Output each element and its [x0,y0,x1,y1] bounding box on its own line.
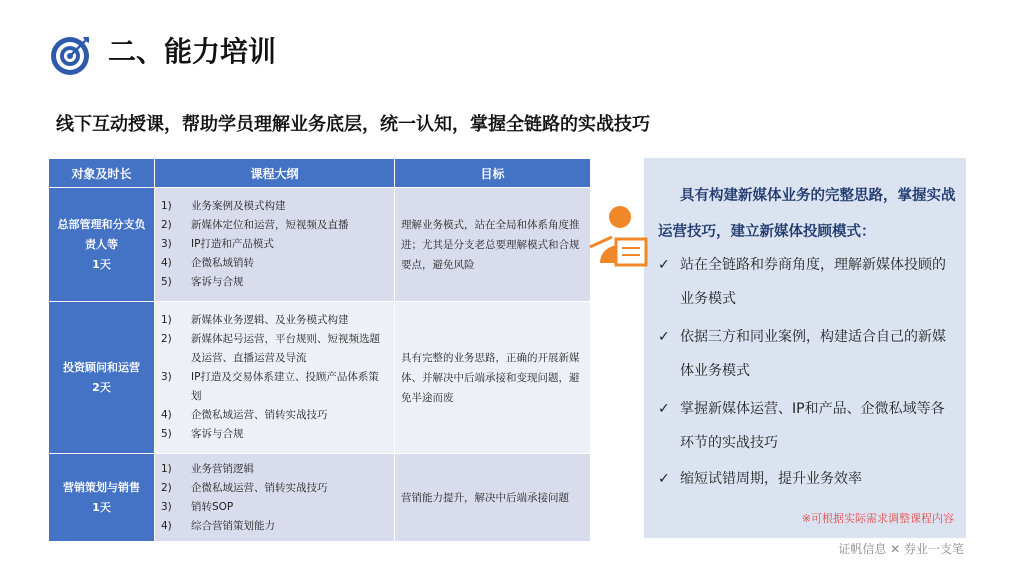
check-icon: ✓ [658,257,670,273]
item-number: 3) [161,500,172,513]
panel-bullet [658,462,958,496]
outline-item [161,460,388,479]
table-header-row [49,159,591,188]
outline-item [161,368,388,406]
item-number: 4) [161,519,172,532]
object-cell [49,454,155,542]
object-cell [49,188,155,302]
item-text: IP打造及交易体系建立、投顾产品体系策划 [191,371,379,402]
item-number: 3) [161,371,172,383]
item-number: 1) [161,462,172,475]
item-text: 企微私域运营、销转实战技巧 [191,481,328,494]
header-object: 对象及时长 [49,159,155,188]
item-text: 企微私域销转 [191,257,254,269]
item-number: 2) [161,219,172,231]
table-row [49,454,591,542]
goal-cell: 具有完整的业务思路，正确的开展新媒体、并解决中后端承接和变现问题，避免半途而废 [395,302,591,454]
outline-item [161,273,388,292]
summary-panel [644,158,966,538]
outline-item [161,216,388,235]
outline-item [161,479,388,498]
teacher-icon [588,203,650,271]
item-text: 业务营销逻辑 [191,462,254,475]
item-text: 综合营销策划能力 [191,519,275,532]
outline-item [161,425,388,444]
item-number: 2) [161,481,172,494]
item-text: 新媒体起号运营，平台规则、短视频选题及运营、直播运营及导流 [191,333,380,364]
panel-heading: 具有构建新媒体业务的完整思路，掌握实战运营技巧，建立新媒体投顾模式： [658,188,956,240]
outline-item [161,517,388,536]
table-row [49,302,591,454]
item-number: 4) [161,257,172,269]
target-icon [50,34,92,76]
course-table [48,158,591,542]
header-goal: 目标 [395,159,591,188]
outline-cell [155,302,395,454]
object-line: 2天 [92,380,111,394]
outline-item [161,330,388,368]
object-line: 营销策划与销售 [63,480,140,494]
footer-credit: 证帆信息 ✕ 券业一支笔 [838,542,964,556]
goal-cell: 理解业务模式，站在全局和体系角度推进；尤其是分支老总要理解模式和合规要点，避免风险 [395,188,591,302]
item-text: 业务案例及模式构建 [191,200,286,212]
page-title: 二、能力培训 [108,35,277,68]
object-line: 投资顾问和运营 [63,360,140,374]
item-number: 3) [161,238,172,250]
item-text: 销转SOP [191,500,234,513]
outline-item [161,235,388,254]
bullet-text: 缩短试错周期，提升业务效率 [680,471,862,487]
panel-bullet [658,320,958,388]
item-text: 客诉与合规 [191,276,244,288]
outline-item [161,406,388,425]
item-number: 5) [161,428,172,440]
item-number: 5) [161,276,172,288]
object-line: 总部管理和分支负 [57,217,146,231]
item-text: 客诉与合规 [191,428,244,440]
item-number: 1) [161,200,172,212]
outline-item [161,498,388,517]
bullet-text: 站在全链路和券商角度，理解新媒体投顾的业务模式 [680,257,946,307]
object-line: 1天 [92,257,111,271]
panel-bullet [658,248,958,316]
goal-cell: 营销能力提升，解决中后端承接问题 [395,454,591,542]
subtitle: 线下互动授课，帮助学员理解业务底层，统一认知，掌握全链路的实战技巧 [56,114,650,135]
item-number: 1) [161,314,172,326]
check-icon: ✓ [658,401,670,417]
item-text: 新媒体业务逻辑、及业务模式构建 [191,314,349,326]
object-line: 责人等 [85,237,118,251]
object-cell [49,302,155,454]
item-text: 新媒体定位和运营，短视频及直播 [191,219,349,231]
check-icon: ✓ [658,471,670,487]
item-text: IP打造和产品模式 [191,238,274,250]
table-row [49,188,591,302]
item-text: 企微私域运营、销转实战技巧 [191,409,328,421]
bullet-text: 掌握新媒体运营、IP和产品、企微私域等各环节的实战技巧 [680,401,945,451]
outline-cell [155,188,395,302]
bullet-text: 依据三方和同业案例，构建适合自己的新媒体业务模式 [680,329,946,379]
check-icon: ✓ [658,329,670,345]
outline-item [161,254,388,273]
object-line: 1天 [92,500,111,514]
adjust-note: ※可根据实际需求调整课程内容 [801,512,954,525]
item-number: 4) [161,409,172,421]
outline-cell [155,454,395,542]
header-outline: 课程大纲 [155,159,395,188]
outline-item [161,197,388,216]
item-number: 2) [161,333,172,345]
panel-bullet [658,392,958,460]
outline-item [161,311,388,330]
